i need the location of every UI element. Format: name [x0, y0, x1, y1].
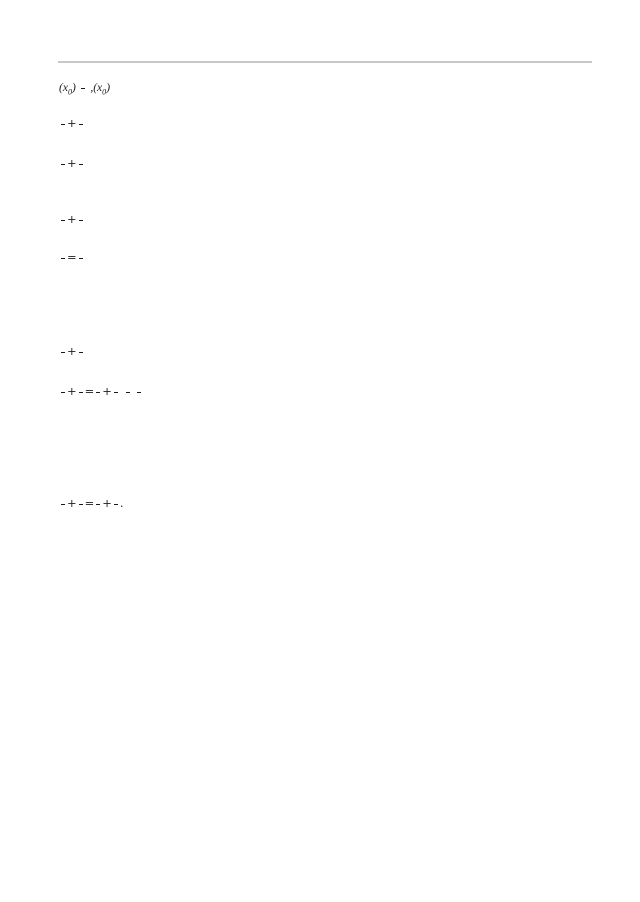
fraction — [79, 392, 83, 393]
fraction — [126, 392, 130, 393]
fraction — [61, 164, 65, 165]
fraction — [96, 392, 100, 393]
item-34: + — [59, 212, 85, 228]
fraction — [114, 504, 118, 505]
fraction — [79, 164, 83, 165]
item-33: + — [59, 156, 85, 173]
item-36-cont: + = + — [59, 384, 143, 401]
fraction-x2-a2 — [61, 124, 65, 125]
fraction — [61, 504, 65, 505]
fraction-y2-b2 — [79, 352, 83, 353]
item-32: + — [59, 116, 85, 133]
fraction-x2-a2 — [61, 352, 65, 353]
formula-continuation: $(x_0)$ $,(x_0)$ — [59, 82, 111, 97]
fraction-sine — [61, 258, 65, 259]
fraction — [137, 392, 141, 393]
fraction — [79, 504, 83, 505]
fraction — [81, 88, 85, 89]
fraction-c-a — [79, 258, 83, 259]
item-36: + — [59, 344, 85, 361]
fraction-y2-b2 — [79, 124, 83, 125]
fraction-x2-a2 — [61, 220, 65, 221]
item-34-cont: = — [59, 250, 85, 267]
fraction — [114, 392, 118, 393]
fraction-y2-b2 — [79, 220, 83, 221]
header-rule — [58, 61, 592, 63]
fraction — [96, 504, 100, 505]
fraction — [61, 392, 65, 393]
item-38-cont: + = + . — [59, 496, 124, 512]
